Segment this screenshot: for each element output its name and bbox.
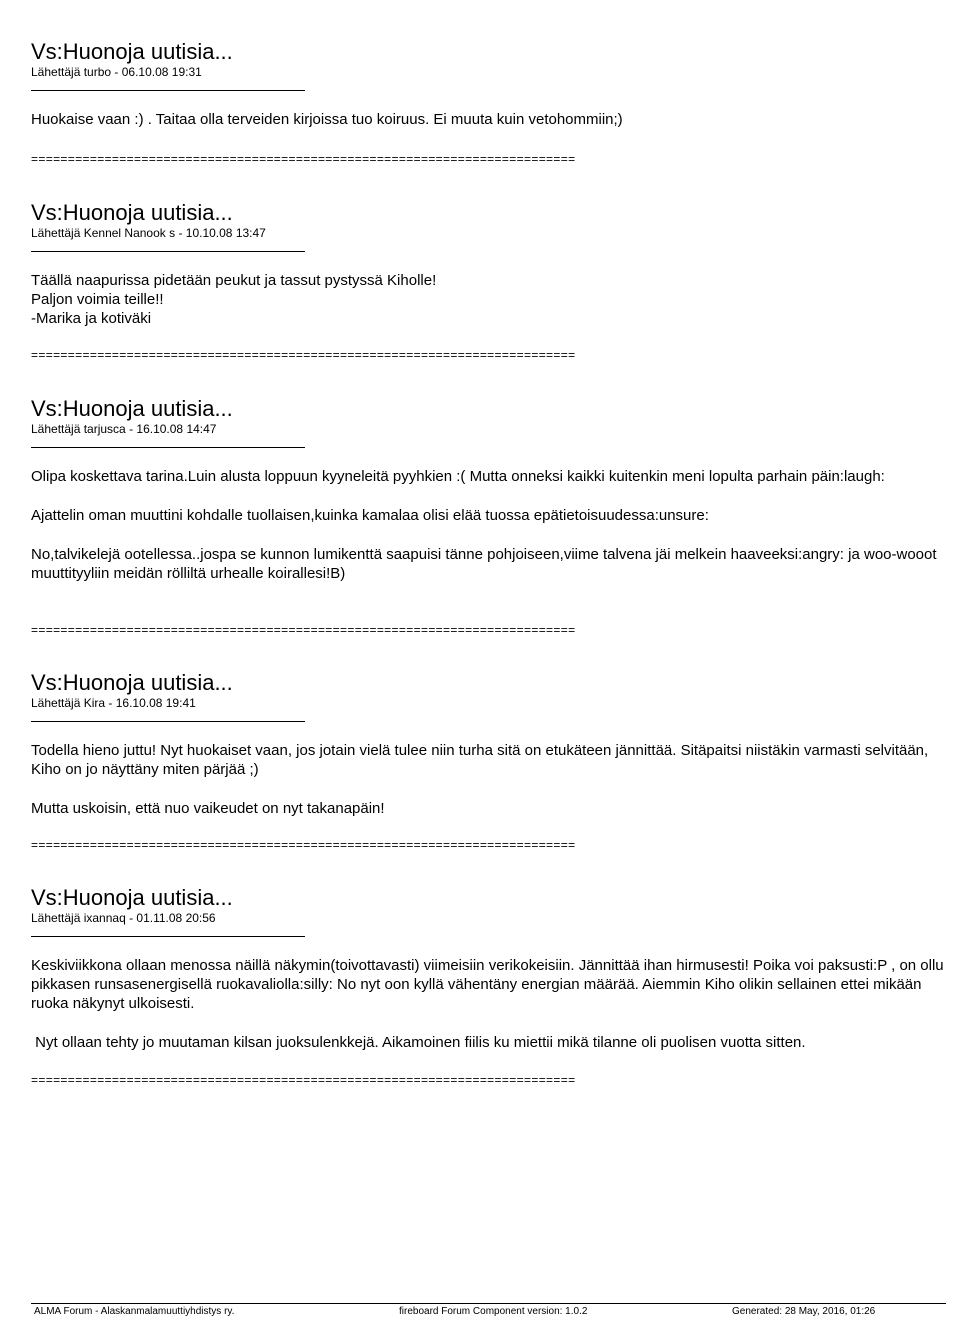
post-title: Vs:Huonoja uutisia... [31, 200, 233, 225]
forum-post [31, 886, 956, 1052]
footer-site-name: ALMA Forum - Alaskanmalamuuttiyhdistys ry. [34, 1306, 235, 1317]
post-title: Vs:Huonoja uutisia... [31, 885, 233, 910]
post-body [31, 956, 956, 1052]
forum-post [31, 40, 956, 129]
post-meta: Lähettäjä turbo - 06.10.08 19:31 [31, 65, 202, 79]
post-title: Vs:Huonoja uutisia... [31, 39, 233, 64]
meta-divider [31, 90, 305, 91]
meta-divider [31, 251, 305, 252]
post-paragraph: Nyt ollaan tehty jo muutaman kilsan juoksulenkkejä. Aikamoinen fiilis ku miettii mikä tilanne oli puolisen vuotta sitten. [31, 1034, 806, 1051]
post-paragraph: Todella hieno juttu! Nyt huokaiset vaan, jos jotain vielä tulee niin turha sitä on etukäteen jännittää. Sitäpaitsi niistäkin varmasti selvitään, Kiho on jo näyttäny miten pärjää ;) [31, 742, 929, 778]
post-separator: ========================================================================== [31, 838, 576, 852]
footer-component-version: fireboard Forum Component version: 1.0.2 [399, 1306, 588, 1317]
post-paragraph: Keskiviikkona ollaan menossa näillä näkymin(toivottavasti) viimeisiin verikokeisiin. Jännittää ihan hirmusesti! Poika voi paksusti:P , on ollu pikkasen runsasenergisellä ruokavaliolla:silly: No nyt oon kyllä vähentäny energian määrää. Aiemmin Kiho olikin sellainen ettei mikään ruoka näkynyt ulkoisesti. [31, 957, 944, 1012]
forum-post [31, 201, 956, 328]
page-footer [31, 1303, 946, 1317]
post-body [31, 467, 956, 583]
post-meta: Lähettäjä Kira - 16.10.08 19:41 [31, 696, 196, 710]
post-meta: Lähettäjä Kennel Nanook s - 10.10.08 13:47 [31, 226, 266, 240]
post-title: Vs:Huonoja uutisia... [31, 670, 233, 695]
post-body [31, 271, 956, 328]
post-paragraph: Olipa koskettava tarina.Luin alusta loppuun kyyneleitä pyyhkien :( Mutta onneksi kaikki kuitenkin meni lopulta parhain päin:laugh: [31, 468, 885, 485]
meta-divider [31, 936, 305, 937]
forum-post [31, 397, 956, 583]
post-separator: ========================================================================== [31, 1073, 576, 1087]
post-separator: ========================================================================== [31, 348, 576, 362]
post-title: Vs:Huonoja uutisia... [31, 396, 233, 421]
post-meta: Lähettäjä ixannaq - 01.11.08 20:56 [31, 911, 216, 925]
post-paragraph: Täällä naapurissa pidetään peukut ja tassut pystyssä Kiholle! Paljon voimia teille!! -Marika ja kotiväki [31, 272, 437, 327]
meta-divider [31, 447, 305, 448]
post-separator: ========================================================================== [31, 623, 576, 637]
post-separator: ========================================================================== [31, 152, 576, 166]
post-paragraph: Mutta uskoisin, että nuo vaikeudet on nyt takanapäin! [31, 800, 385, 817]
forum-post [31, 671, 956, 818]
post-paragraph: No,talvikelejä ootellessa..jospa se kunnon lumikenttä saapuisi tänne pohjoiseen,viime talvena jäi melkein haaveeksi:angry: ja woo-wooot muuttityyliin meidän rölliltä urhealle koirallesi!B) [31, 546, 937, 582]
meta-divider [31, 721, 305, 722]
post-body [31, 110, 956, 129]
post-meta: Lähettäjä tarjusca - 16.10.08 14:47 [31, 422, 217, 436]
post-paragraph: Huokaise vaan :) . Taitaa olla terveiden kirjoissa tuo koiruus. Ei muuta kuin vetohommiin;) [31, 111, 623, 128]
post-body [31, 741, 956, 818]
footer-generated-date: Generated: 28 May, 2016, 01:26 [732, 1306, 876, 1317]
post-paragraph: Ajattelin oman muuttini kohdalle tuollaisen,kuinka kamalaa olisi elää tuossa epätietoisuudessa:unsure: [31, 507, 709, 524]
